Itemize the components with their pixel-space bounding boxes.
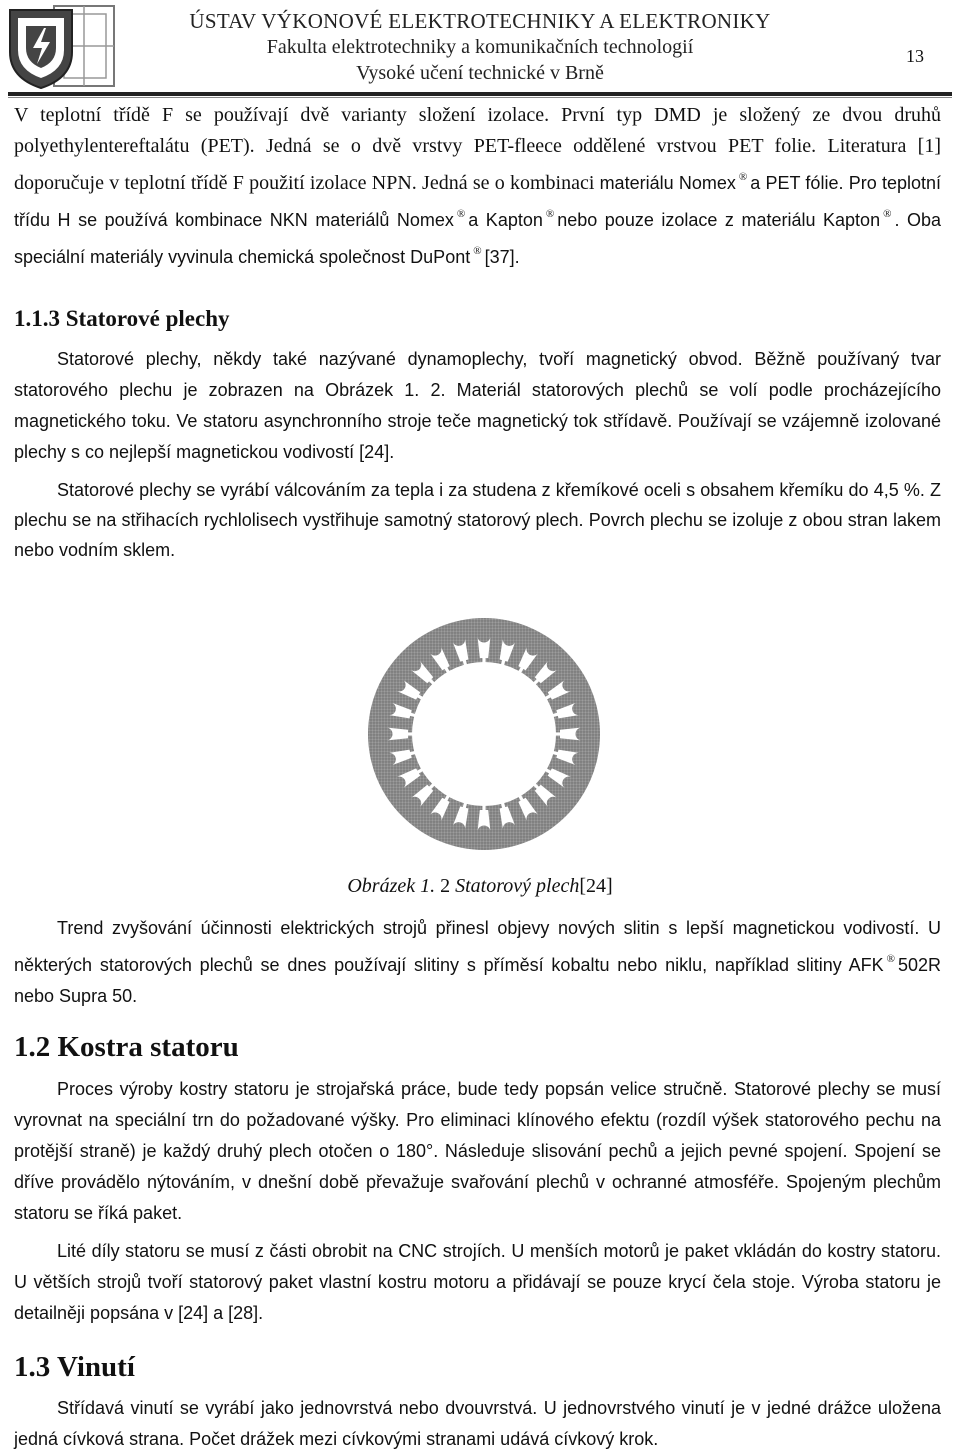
page-number: 13 xyxy=(906,46,924,66)
figure-caption-label: Obrázek 1. xyxy=(347,875,436,897)
institute-header xyxy=(130,8,830,86)
paragraph-trend-part1: Trend zvyšování účinnosti elektrických strojů přinesl objevy nových slitin s lepší magnetickou vodivostí. U některých statorových plechů se dnes používají slitiny s příměsí kobaltu nebo niklu, například slitiny AFK xyxy=(14,918,941,975)
figure-caption-number: 2 xyxy=(440,875,451,897)
paragraph-insulation-part2: materiálu Nomex xyxy=(599,173,736,193)
figure-caption-reference: [24] xyxy=(579,875,613,897)
registered-mark: ® xyxy=(738,171,748,183)
registered-mark: ® xyxy=(473,245,482,257)
registered-mark: ® xyxy=(545,208,555,220)
paragraph-insulation-part5: nebo pouze izolace z materiálu Kapton xyxy=(557,210,881,230)
paragraph-insulation-part7: [37]. xyxy=(484,247,520,267)
section-heading-1-3: 1.3 Vinutí xyxy=(14,1351,135,1383)
paragraph-trend-part2: 502R nebo Supra 50. xyxy=(14,955,941,1006)
paragraph-stator-sheets-2: Statorové plechy se vyrábí válcováním za tepla i za studena z křemíkové oceli s obsahem křemíku do 4,5 %. Z plechu se na střihacích rychlolisech vystřihuje samotný statorový plech. Povrch plechu se izoluje z obou stran lakem nebo vodním sklem. xyxy=(14,480,941,560)
paragraph-insulation-part3: a PET fólie. Pro teplotní třídu H se používá kombinace NKN materiálů Nomex xyxy=(14,173,942,230)
paragraph-insulation-part6: . Oba speciální materiály vyvinula chemická společnost DuPont xyxy=(14,210,941,267)
registered-mark: ® xyxy=(456,208,466,220)
header-rule xyxy=(8,92,952,96)
paragraph-winding: Střídavá vinutí se vyrábí jako jednovrstvá nebo dvouvrstvá. U jednovrstvého vinutí je v jedné drážce uložena jedná cívková strana. Počet drážek mezi cívkovými stranami udává cívkový krok. xyxy=(14,1398,941,1449)
paragraph-frame-1: Proces výroby kostry statoru je strojařská práce, bude tedy popsán velice stručně. Statorové plechy se musí vyrovnat na speciální trn do požadované výšky. Pro eliminaci klínového efektu (rozdíl výšek statorového pechu na protější straně) je každý druhý plech otočen o 180°. Následuje slisování pechů a jejich pevné spojení. Spojení se dříve provádělo nýtováním, v dnešní době převažuje svařování plechů v ochranné atmosféře. Spojeným plechům statoru se říká paket. xyxy=(14,1079,941,1223)
header-line-1: ÚSTAV VÝKONOVÉ ELEKTROTECHNIKY A ELEKTRONIKY xyxy=(189,9,771,33)
header-line-2: Fakulta elektrotechniky a komunikačních technologií xyxy=(266,36,694,58)
paragraph-insulation xyxy=(14,100,941,273)
university-logo xyxy=(6,4,118,90)
paragraph-stator-sheets-1: Statorové plechy, někdy také nazývané dynamoplechy, tvoří magnetický obvod. Běžně používaný tvar statorového plechu je zobrazen na Obrázek 1. 2. Materiál statorových plechů se volí podle procházejícího magnetického toku. Ve statoru asynchronního stroje teče magnetický tok střídavě. Používají se vzájemně izolované plechy s co nejlepší magnetickou vodivostí [24]. xyxy=(14,349,941,462)
stator-lamination-figure xyxy=(345,614,623,854)
section-heading-1-1-3: 1.1.3 Statorové plechy xyxy=(14,306,230,331)
figure-caption xyxy=(0,875,960,898)
paragraph-frame-2: Lité díly statoru se musí z části obrobit na CNC strojích. U menších motorů je paket vkládán do kostry statoru. U větších strojů tvoří statorový paket vlastní kostru motoru a přidávají se pouze krycí čela stoje. Výroba statoru je detailněji popsána v [24] a [28]. xyxy=(14,1241,941,1323)
section-heading-1-2: 1.2 Kostra statoru xyxy=(14,1031,239,1063)
registered-mark: ® xyxy=(886,953,895,965)
header-line-3: Vysoké učení technické v Brně xyxy=(356,62,604,84)
paragraph-insulation-part4: a Kapton xyxy=(468,210,543,230)
paragraph-trend xyxy=(14,913,941,1012)
paragraph-insulation-part1: V teplotní třídě F se používají dvě varianty složení izolace. První typ DMD je složený ze dvou druhů polyethylentereftalátu (PET). Jedná se o dvě vrstvy PET-fleece oddělené vrstvou PET folie. Literatura [1] doporučuje v teplotní třídě F použití izolace NPN. Jedná se o kombinaci xyxy=(14,104,941,194)
figure-caption-text: Statorový plech xyxy=(455,875,580,897)
registered-mark: ® xyxy=(883,208,892,220)
header-rule-thin xyxy=(8,97,952,98)
